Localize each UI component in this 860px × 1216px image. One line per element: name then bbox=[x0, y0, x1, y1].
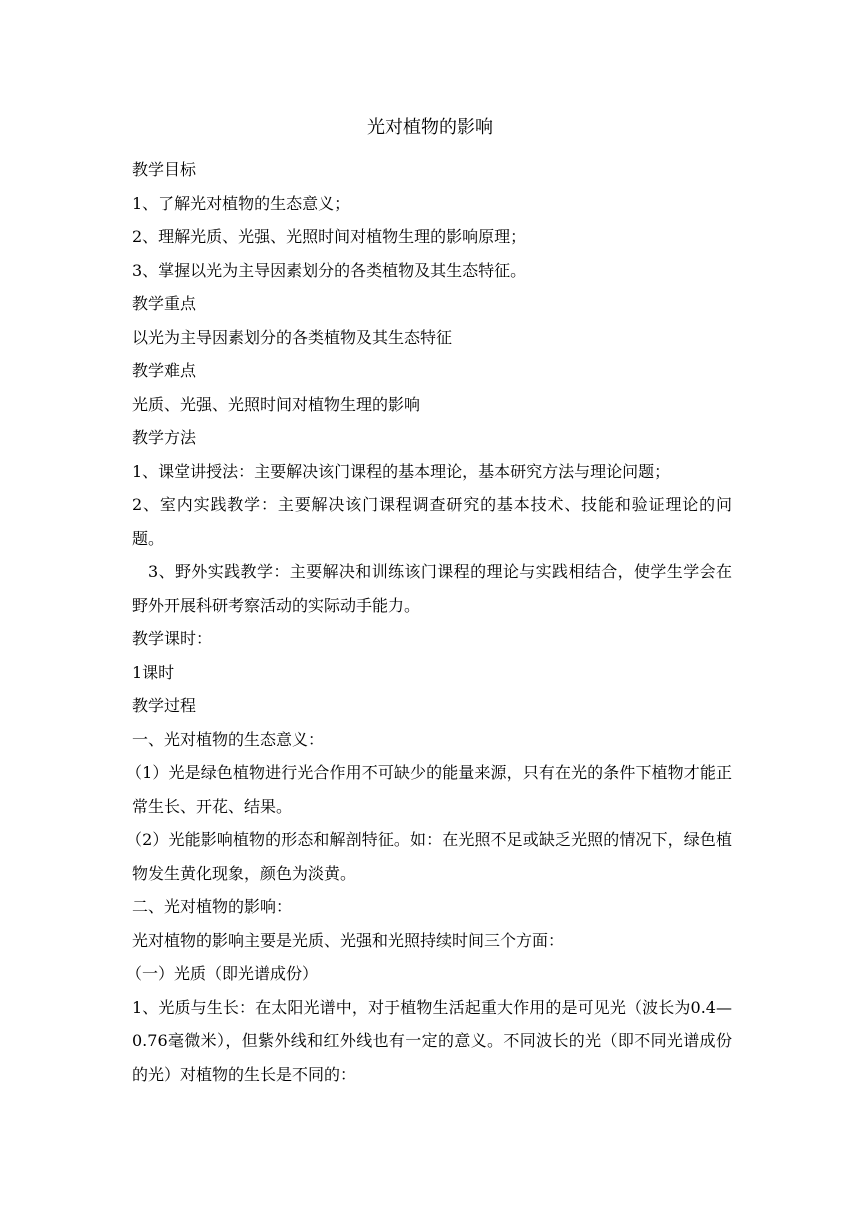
goal-item-3: 3、掌握以光为主导因素划分的各类植物及其生态特征。 bbox=[132, 260, 527, 280]
section-2-heading: 二、光对植物的影响： bbox=[132, 897, 293, 916]
heading-teaching-goals: 教学目标 bbox=[132, 160, 197, 179]
method-item-2: 2、室内实践教学：主要解决该门课程调查研究的基本技术、技能和验证理论的问题。 bbox=[132, 495, 732, 548]
subsection-1-heading: （一）光质（即光谱成份） bbox=[126, 964, 319, 983]
heading-difficulties: 教学难点 bbox=[132, 361, 197, 380]
document-body bbox=[126, 153, 732, 1091]
class-hours-text: 1课时 bbox=[132, 662, 175, 682]
goal-item-1: 1、了解光对植物的生态意义； bbox=[132, 193, 351, 213]
section-1-heading: 一、光对植物的生态意义： bbox=[132, 729, 325, 749]
subsection-1-point-1: 1、光质与生长：在太阳光谱中，对于植物生活起重大作用的是可见光（波长为0.4—0.76毫微米），但紫外线和红外线也有一定的意义。不同波长的光（即不同光谱成份的光）对植物的生长是不同的： bbox=[132, 997, 732, 1084]
heading-process: 教学过程 bbox=[132, 696, 197, 715]
method-item-1: 1、课堂讲授法：主要解决该门课程的基本理论，基本研究方法与理论问题； bbox=[132, 461, 671, 481]
section-2-intro: 光对植物的影响主要是光质、光强和光照持续时间三个方面： bbox=[132, 930, 565, 950]
document-title: 光对植物的影响 bbox=[367, 117, 493, 138]
key-points-text: 以光为主导因素划分的各类植物及其生态特征 bbox=[132, 327, 453, 347]
heading-methods: 教学方法 bbox=[132, 428, 197, 447]
difficulties-text: 光质、光强、光照时间对植物生理的影响 bbox=[132, 394, 421, 414]
section-1-point-1: （1）光是绿色植物进行光合作用不可缺少的能量来源，只有在光的条件下植物才能正常生长、开花、结果。 bbox=[126, 763, 732, 816]
section-1-point-2: （2）光能影响植物的形态和解剖特征。如：在光照不足或缺乏光照的情况下，绿色植物发生黄化现象，颜色为淡黄。 bbox=[126, 830, 732, 883]
method-item-3: 3、野外实践教学：主要解决和训练该门课程的理论与实践相结合，使学生学会在野外开展科研考察活动的实际动手能力。 bbox=[132, 562, 732, 615]
goal-item-2: 2、理解光质、光强、光照时间对植物生理的影响原理； bbox=[132, 227, 527, 246]
heading-class-hours: 教学课时： bbox=[132, 629, 213, 648]
heading-key-points: 教学重点 bbox=[132, 294, 197, 313]
